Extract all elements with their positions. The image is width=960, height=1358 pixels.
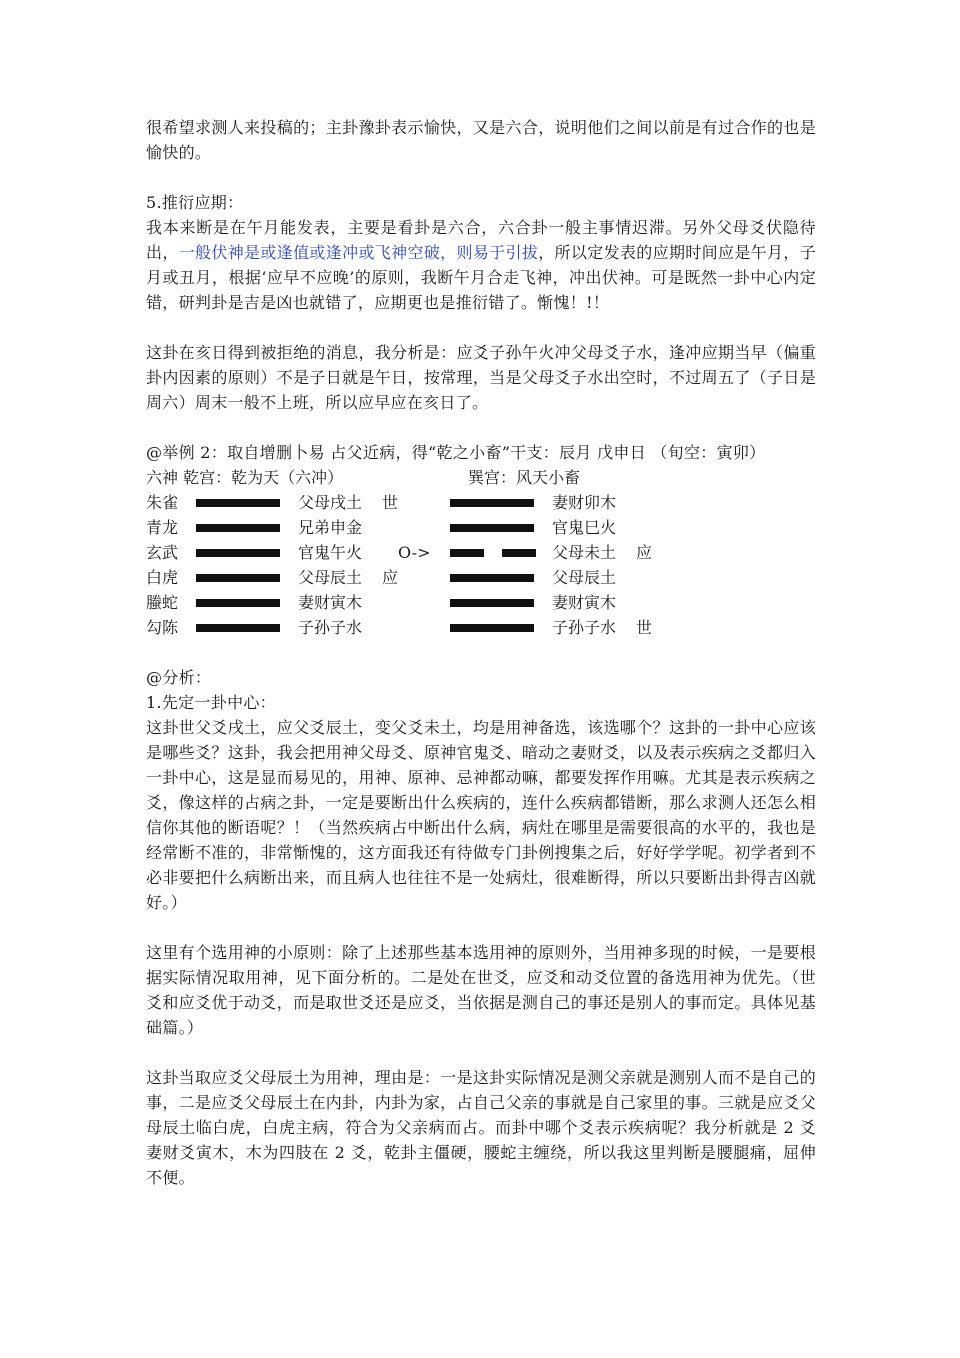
original-line-label: 子孙子水 <box>298 618 363 637</box>
section-heading-timing: 5.推衍应期： <box>146 193 244 212</box>
yang-line <box>450 524 534 532</box>
changed-line-label: 父母辰土 <box>552 568 617 587</box>
paragraph-analysis-2: 这里有个选用神的小原则：除了上述那些基本选用神的原则外，当用神多现的时候，一是要根据实际情况取用神，见下面分析的。二是处在世爻，应爻和动爻位置的备选用神为优先。（世爻和应爻优于动爻，而是取世爻还是应爻，当依据是测自己的事还是别人的事而定。具体见基础篇。） <box>146 943 816 1037</box>
hexagram-row <box>146 515 816 540</box>
yang-line <box>196 624 280 632</box>
hexagram-header-right: 巽宫：风天小畜 <box>468 468 581 487</box>
analysis-subheading: 1.先定一卦中心： <box>146 693 276 712</box>
yang-line <box>196 549 280 557</box>
hexagram-row <box>146 490 816 515</box>
yang-line <box>196 499 280 507</box>
timing-text-b: ，所以定发表的应期时间应是午月，子月或丑月，根据‘应早不应晚’的原则，我断午月合走飞神，冲出伏神。可是既然一卦中心内定错，研判卦是吉是凶也就错了，应期更也是推衍错了。惭愧！!！ <box>146 243 816 312</box>
six-god-label: 玄武 <box>146 543 179 562</box>
document-page <box>146 115 816 1190</box>
changed-line-mark: 应 <box>636 543 653 562</box>
six-god-label: 朱雀 <box>146 493 179 512</box>
yang-line <box>196 524 280 532</box>
example-title: @举例 2：取自增删卜易 占父近病，得“乾之小畜”干支：辰月 戊申日 （旬空：寅卯） <box>146 443 766 462</box>
yang-line <box>196 574 280 582</box>
yin-line-left <box>450 549 484 557</box>
original-line-label: 父母辰土 <box>298 568 363 587</box>
hexagram-header <box>146 465 816 490</box>
analysis-heading: @分析： <box>146 668 212 687</box>
timing-highlight: 一般伏神是或逢值或逢冲或飞神空破，则易于引拔 <box>178 243 539 262</box>
six-god-label: 螣蛇 <box>146 593 179 612</box>
paragraph-timing <box>146 215 816 315</box>
original-line-mark: 应 <box>382 568 399 587</box>
timing-text-a: 我本来断是在午月能发表，主要是看卦是六合，六合卦一般主事情迟滞。另外父母爻伏隐待出， <box>146 218 816 262</box>
six-god-label: 勾陈 <box>146 618 179 637</box>
changed-line-label: 父母未土 <box>552 543 617 562</box>
moving-line-marker: O-> <box>398 543 431 562</box>
yang-line <box>450 574 534 582</box>
yin-line-right <box>502 549 536 557</box>
paragraph-analysis-3: 这卦当取应爻父母辰土为用神，理由是：一是这卦实际情况是测父亲就是测别人而不是自己的事，二是应爻父母辰土在内卦，内卦为家，占自己父亲的事就是自己家里的事。三就是应爻父母辰土临白虎，白虎主病，符合为父亲病而占。而卦中哪个爻表示疾病呢？我分析就是 2 爻妻财爻寅木，木为四肢在 2 爻，乾卦主僵硬，腰蛇主缠绕，所以我这里判断是腰腿痛，屈伸不便。 <box>146 1068 816 1187</box>
paragraph-intro: 很希望求测人来投稿的；主卦豫卦表示愉快，又是六合，说明他们之间以前是有过合作的也是愉快的。 <box>146 118 816 162</box>
changed-line-label: 官鬼巳火 <box>552 518 617 537</box>
hexagram-table <box>146 490 816 640</box>
hexagram-header-left: 六神 乾宫：乾为天（六冲） <box>146 468 344 487</box>
original-line-mark: 世 <box>382 493 399 512</box>
yang-line <box>450 499 534 507</box>
paragraph-analysis-1: 这卦世父爻戌土，应父爻辰土，变父爻未土，均是用神备选，该选哪个？这卦的一卦中心应该是哪些爻？这卦，我会把用神父母爻、原神官鬼爻、暗动之妻财爻，以及表示疾病之爻都归入一卦中心，这是显而易见的，用神、原神、忌神都动嘛，都要发挥作用嘛。尤其是表示疾病之爻，像这样的占病之卦，一定是要断出什么疾病的，连什么疾病都错断，那么求测人还怎么相信你其他的断语呢？！（当然疾病占中断出什么病，病灶在哪里是需要很高的水平的，我也是经常断不准的，非常惭愧的，这方面我还有待做专门卦例搜集之后，好好学学呢。初学者到不必非要把什么病断出来，而且病人也往往不是一处病灶，很难断得，所以只要断出卦得吉凶就好。） <box>146 718 816 912</box>
hexagram-row <box>146 615 816 640</box>
original-line-label: 官鬼午火 <box>298 543 363 562</box>
paragraph-rejection: 这卦在亥日得到被拒绝的消息，我分析是：应爻子孙午火冲父母爻子水，逢冲应期当早（偏重卦内因素的原则）不是子日就是午日，按常理，当是父母爻子水出空时，不过周五了（子日是周六）周末一般不上班，所以应早应在亥日了。 <box>146 343 816 412</box>
yang-line <box>450 624 534 632</box>
hexagram-row <box>146 590 816 615</box>
original-line-label: 父母戌土 <box>298 493 363 512</box>
changed-line-label: 子孙子水 <box>552 618 617 637</box>
changed-line-label: 妻财卯木 <box>552 493 617 512</box>
hexagram-row <box>146 565 816 590</box>
hexagram-row <box>146 540 816 565</box>
changed-line-label: 妻财寅木 <box>552 593 617 612</box>
yang-line <box>196 599 280 607</box>
yang-line <box>450 599 534 607</box>
original-line-label: 妻财寅木 <box>298 593 363 612</box>
six-god-label: 青龙 <box>146 518 179 537</box>
six-god-label: 白虎 <box>146 568 179 587</box>
changed-line-mark: 世 <box>636 618 653 637</box>
original-line-label: 兄弟申金 <box>298 518 363 537</box>
